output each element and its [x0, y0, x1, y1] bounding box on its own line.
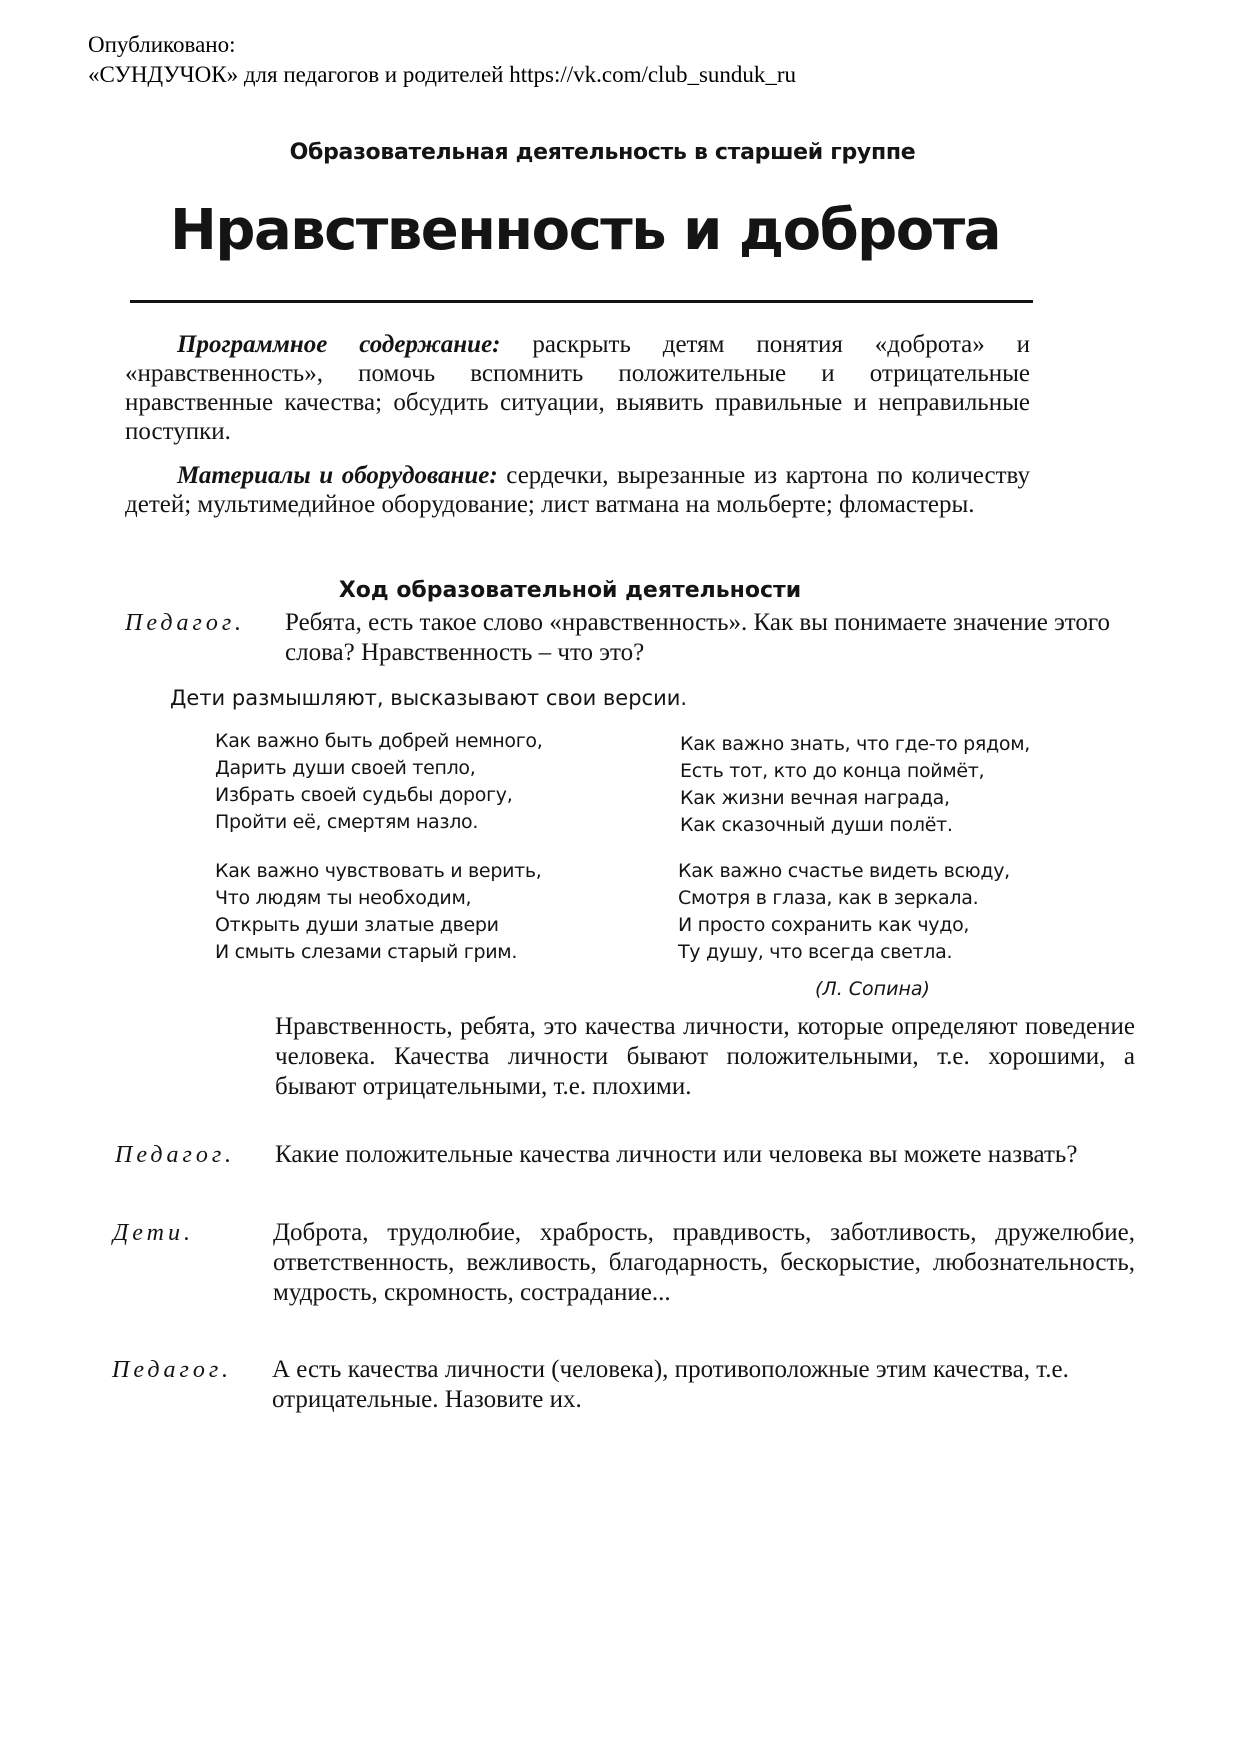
- poem-line: Пройти её, смертям назло.: [215, 811, 479, 833]
- materials-text: сердечки, вырезанные из картона по количеству детей; мультимедийное оборудование; лист ватмана на мольберте; фломастеры.: [125, 462, 1030, 518]
- poem-line: И смыть слезами старый грим.: [215, 941, 518, 963]
- speaker-label: Педагог.: [125, 610, 245, 636]
- speaker-label: Педагог.: [112, 1357, 232, 1383]
- poem-line: Как важно знать, что где-то рядом,: [680, 733, 1030, 755]
- poem-line: Как сказочный души полёт.: [680, 814, 953, 836]
- dialogue-text: Ребята, есть такое слово «нравственность». Как вы понимаете значение этого слова? Нравственность – что это?: [285, 609, 1111, 666]
- program-content-label: Программное содержание:: [177, 331, 501, 358]
- poem-stanza: [215, 858, 542, 966]
- document-title: Нравственность и доброта: [169, 198, 1000, 263]
- source-line: «СУНДУЧОК» для педагогов и родителей https://vk.com/club_sunduk_ru: [88, 62, 797, 87]
- poem-line: Как важно чувствовать и верить,: [215, 860, 542, 882]
- poem-line: Как важно счастье видеть всюду,: [678, 860, 1010, 882]
- dialogue-text: Доброта, трудолюбие, храбрость, правдивость, заботливость, дружелюбие, ответственность, вежливость, благодарность, бескорыстие, любознательность, мудрость, скромность, сострадание...: [273, 1219, 1135, 1306]
- poem-line: Избрать своей судьбы дорогу,: [215, 784, 513, 806]
- materials-label: Материалы и оборудование:: [177, 462, 498, 489]
- poem-line: Что людям ты необходим,: [215, 887, 472, 909]
- speaker-label: Дети.: [113, 1220, 194, 1246]
- document-subtitle: Образовательная деятельность в старшей группе: [289, 140, 916, 165]
- published-label: Опубликовано:: [88, 32, 236, 57]
- poem-line: Открыть души златые двери: [215, 914, 499, 936]
- poem-author: (Л. Сопина): [815, 978, 930, 1000]
- poem-stanza: [680, 731, 1030, 839]
- program-content-paragraph: [125, 330, 1030, 446]
- poem-line: Есть тот, кто до конца поймёт,: [680, 760, 985, 782]
- publication-note: [88, 30, 796, 90]
- section-heading: Ход образовательной деятельности: [338, 578, 802, 603]
- dialogue-text: Какие положительные качества личности или человека вы можете назвать?: [275, 1141, 1078, 1168]
- poem-line: Ту душу, что всегда светла.: [678, 941, 953, 963]
- materials-paragraph: [125, 461, 1030, 519]
- dialogue-text: А есть качества личности (человека), противоположные этим качества, т.е. отрицательные. Назовите их.: [272, 1356, 1069, 1413]
- poem-line: Смотря в глаза, как в зеркала.: [678, 887, 979, 909]
- stage-remark: Дети размышляют, высказывают свои версии.: [170, 686, 688, 710]
- poem-stanza: [678, 858, 1010, 966]
- poem-line: Дарить души своей тепло,: [215, 757, 476, 779]
- title-divider: [130, 300, 1033, 303]
- poem-line: Как жизни вечная награда,: [680, 787, 950, 809]
- explanation-text: Нравственность, ребята, это качества личности, которые определяют поведение человека. Качества личности бывают положительными, т.е. хорошими, а бывают отрицательными, т.е. плохими.: [275, 1013, 1135, 1100]
- program-content-text: раскрыть детям понятия «доброта» и «нравственность», помочь вспомнить положительные и отрицательные нравственные качества; обсудить ситуации, выявить правильные и неправильные поступки.: [125, 331, 1030, 445]
- poem-stanza: [215, 728, 542, 836]
- poem-line: Как важно быть добрей немного,: [215, 730, 543, 752]
- speaker-label: Педагог.: [115, 1142, 235, 1168]
- poem-line: И просто сохранить как чудо,: [678, 914, 970, 936]
